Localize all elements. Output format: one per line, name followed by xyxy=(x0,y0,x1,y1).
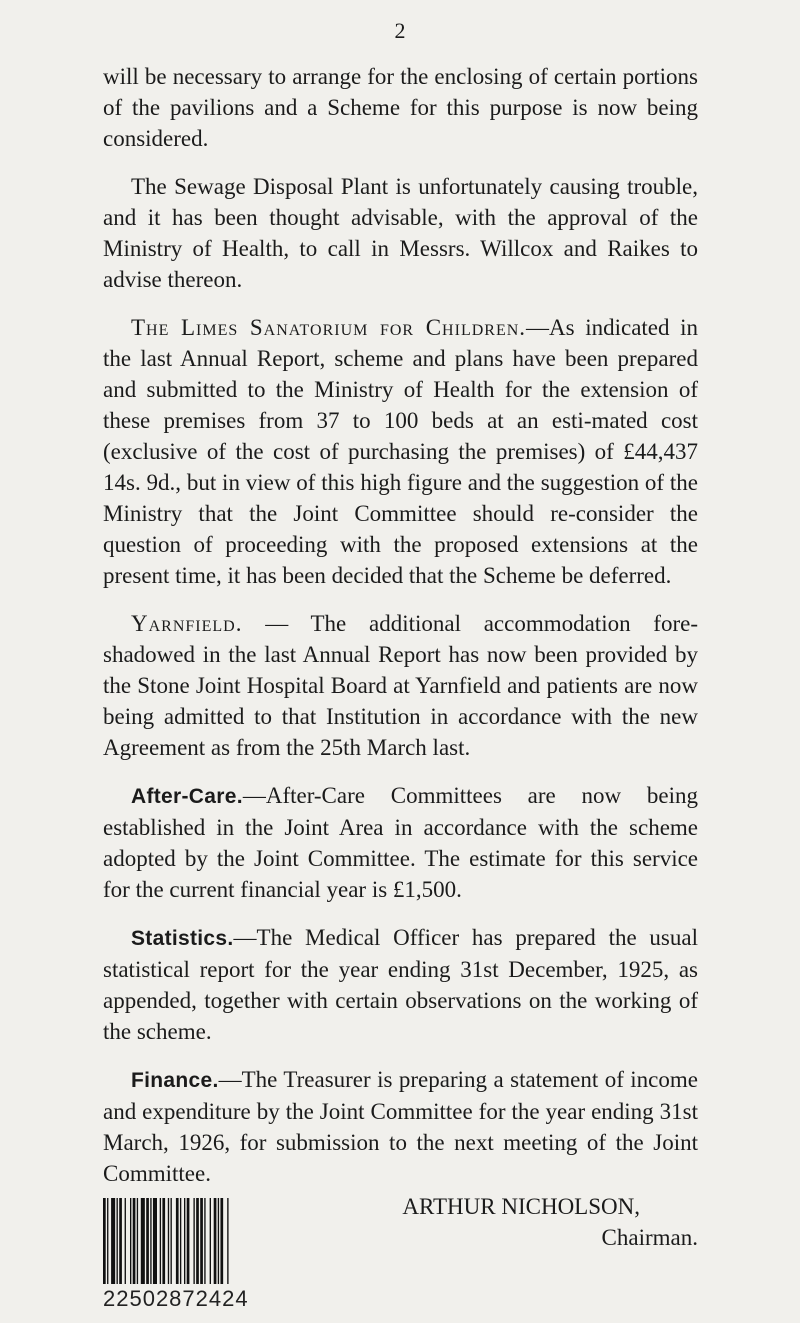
barcode-bar xyxy=(184,1198,185,1284)
barcode-bar xyxy=(193,1198,194,1284)
barcode-bar xyxy=(180,1198,181,1284)
barcode-bar xyxy=(150,1198,151,1284)
paragraph-text: The Sewage Disposal Plant is unfortunately causing trouble, and it has been thought advisable, with the approval of the Ministry of Health, to call in Messrs. Willcox and Raikes to advise thereon. xyxy=(103,174,698,292)
section-heading: Statistics. xyxy=(131,927,234,950)
page-number: 2 xyxy=(394,18,406,43)
paragraph-finance xyxy=(103,1064,698,1189)
barcode-bar xyxy=(171,1198,172,1284)
barcode-bar xyxy=(200,1198,203,1284)
section-heading: The Limes Sanatorium for Children. xyxy=(131,315,527,340)
paragraph-yarnfield xyxy=(103,608,698,763)
signatory-title: Chairman. xyxy=(601,1225,698,1250)
section-heading: Yarnfield. xyxy=(131,611,243,636)
barcode-bar xyxy=(153,1198,157,1284)
barcode-bar xyxy=(111,1198,115,1284)
barcode-number: 22502872424 xyxy=(103,1286,249,1311)
paragraph-sewage-disposal xyxy=(103,171,698,295)
paragraph-text: will be necessary to arrange for the enclosing of certain portions of the pavilions and a Scheme for this purpose is now being considered. xyxy=(103,64,698,151)
barcode-bar xyxy=(196,1198,199,1284)
barcode-bar xyxy=(107,1198,108,1284)
section-heading: After-Care. xyxy=(131,785,243,808)
paragraph-text: — The additional accommodation fore-shadowed in the last Annual Report has now been provided by the Stone Joint Hospital Board at Yarnfield and patients are now being admitted to that Institution in accordance with the new Agreement as from the 25th March last. xyxy=(103,611,698,760)
barcode-bar xyxy=(210,1198,211,1284)
paragraph-statistics xyxy=(103,922,698,1047)
paragraph-text: —The Treasurer is preparing a statement of income and expenditure by the Joint Committee for the year ending 31st March, 1926, for submission to the next meeting of the Joint Committee. xyxy=(103,1067,698,1186)
barcode-icon xyxy=(103,1198,275,1284)
library-barcode xyxy=(103,1198,303,1312)
barcode-bar xyxy=(162,1198,165,1284)
barcode-bar xyxy=(160,1198,161,1284)
paragraph-text: —As indicated in the last Annual Report, scheme and plans have been prepared and submitted to the Ministry of Health for the extension of these premises from 37 to 100 beds at an esti-mated cost (exclusive of the cost of purchasing the premises) of £44,437 14s. 9d., but in view of this high figure and the suggestion of the Ministry that the Joint Committee should re-consider the question of proceeding with the proposed extensions at the present time, it has been decided that the Scheme be deferred. xyxy=(103,315,698,588)
barcode-bar xyxy=(168,1198,169,1284)
paragraph-continuation xyxy=(103,61,698,154)
barcode-bar xyxy=(227,1198,228,1284)
paragraph-limes-sanatorium xyxy=(103,312,698,591)
barcode-bar xyxy=(141,1198,145,1284)
barcode-bar xyxy=(125,1198,126,1284)
document-body xyxy=(103,61,698,1253)
barcode-bar xyxy=(119,1198,122,1284)
barcode-bar xyxy=(204,1198,205,1284)
barcode-bar xyxy=(220,1198,223,1284)
barcode-bar xyxy=(187,1198,190,1284)
barcode-bar xyxy=(117,1198,118,1284)
barcode-bar xyxy=(133,1198,136,1284)
barcode-bar xyxy=(176,1198,179,1284)
section-heading: Finance. xyxy=(131,1069,219,1092)
barcode-bar xyxy=(214,1198,217,1284)
paragraph-text: —The Medical Officer has prepared the usual statistical report for the year ending 31st December, 1925, as appended, together with certain observations on the working of the scheme. xyxy=(103,925,698,1044)
barcode-bar xyxy=(146,1198,149,1284)
barcode-bar xyxy=(103,1198,106,1284)
barcode-bar xyxy=(130,1198,131,1284)
signatory-name: ARTHUR NICHOLSON, xyxy=(402,1194,640,1219)
barcode-bar xyxy=(218,1198,219,1284)
barcode-bar xyxy=(137,1198,138,1284)
paragraph-after-care xyxy=(103,780,698,905)
paragraph-text: —After-Care Committees are now being established in the Joint Area in accordance with the scheme adopted by the Joint Committee. The estimate for this service for the current financial year is £1,500. xyxy=(103,783,698,902)
